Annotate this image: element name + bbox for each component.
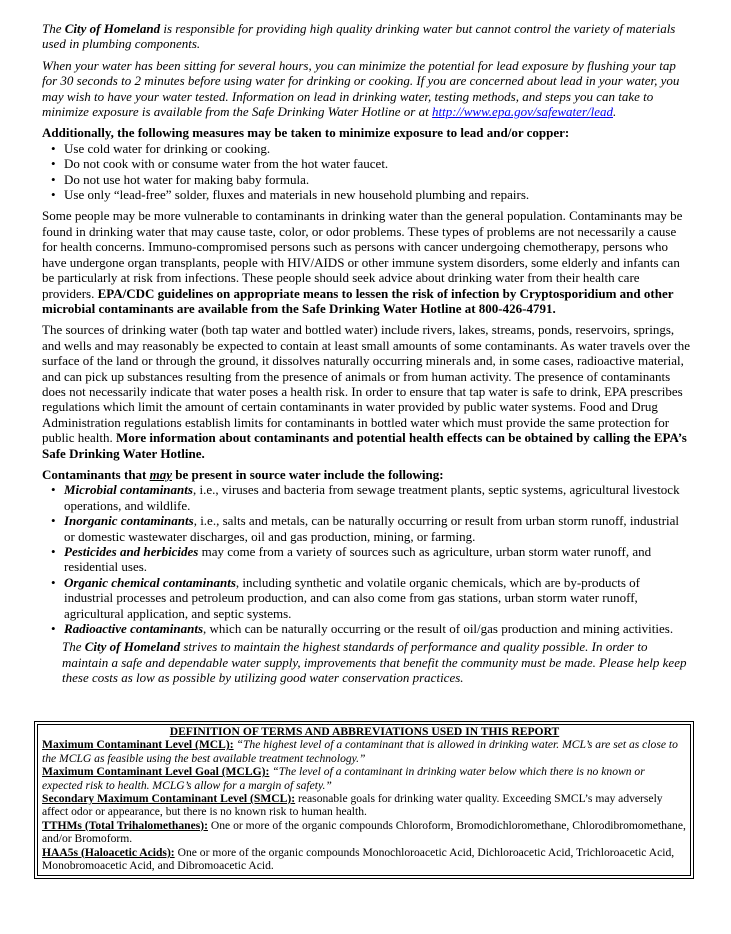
definition-mclg: [42, 765, 687, 792]
definition-mcl: [42, 738, 687, 765]
definition-term: Secondary Maximum Contaminant Level (SMCL):: [42, 792, 296, 806]
hotline-notice: EPA/CDC guidelines on appropriate means to lessen the risk of infection by Cryptosporidium and other microbial contaminants are available from the Safe Drinking Water Hotline at 800-426-4791.: [42, 285, 674, 316]
list-item: [42, 482, 690, 513]
contaminant-text: , including synthetic and volatile organic chemicals, which are by-products of industrial processes and petroleum production, and can also come from gas stations, urban storm water runoff, agricultural application, and septic systems.: [64, 574, 640, 621]
lead-info-text: When your water has been sitting for several hours, you can minimize the potential for lead exposure by flushing your tap for 30 seconds to 2 minutes before using water for drinking or cooking. If you are concerned about lead in your water, you may wish to have your water tested. Information on lead in drinking water, testing methods, and steps you can take to minimize exposure is available from the Safe Drinking Water Hotline or at: [42, 57, 680, 120]
list-item: [42, 575, 690, 621]
intro-paragraph-2: [42, 58, 690, 120]
more-info-notice: More information about contaminants and potential health effects can be obtained by calling the EPA’s Safe Drinking Water Hotline.: [42, 430, 687, 461]
bullet-icon: •: [51, 171, 56, 187]
contaminant-term: Microbial contaminants: [64, 482, 193, 498]
intro-text: is responsible for providing high quality drinking water but cannot control the variety of materials used in plumbing components.: [42, 21, 676, 52]
definitions-title: DEFINITION OF TERMS AND ABBREVIATIONS USED IN THIS REPORT: [169, 725, 560, 738]
period: .: [613, 104, 617, 120]
contaminant-term: Organic chemical contaminants: [64, 574, 236, 590]
lead-measures-heading: Additionally, the following measures may be taken to minimize exposure to lead and/or copper:: [42, 125, 570, 141]
sources-text: The sources of drinking water (both tap water and bottled water) include rivers, lakes, streams, ponds, reservoirs, springs, and wells and may reasonably be expected to contain at least small amounts of some contaminants. As water travels over the surface of the land or through the ground, it dissolves naturally occurring minerals and, in some cases, radioactive material, and can pick up substances resulting from the presence of animals or from human activity. The presence of contaminants does not necessarily indicate that water poses a health risk. In order to ensure that tap water is safe to drink, EPA prescribes regulations which limit the amount of certain contaminants in water provided by public water systems. Food and Drug Administration regulations establish limits for contaminants in bottled water which must provide the same protection for public health.: [42, 322, 691, 446]
list-item-text: Use cold water for drinking or cooking.: [64, 140, 271, 156]
closing-text: The: [62, 639, 85, 655]
definition-text: reasonable goals for drinking water quality. Exceeding SMCL’s may adversely affect odor or appearance, but there is no known risk to human health.: [42, 792, 663, 819]
list-item: [42, 544, 690, 575]
bullet-icon: •: [51, 544, 56, 559]
definition-text: One or more of the organic compounds Monochloroacetic Acid, Dichloroacetic Acid, Trichloroacetic Acid, Monobromoacetic Acid, and Dibromoacetic Acid.: [42, 845, 675, 873]
contaminants-list: [42, 482, 690, 636]
bullet-icon: •: [51, 187, 56, 203]
lead-measures-list: [42, 141, 690, 203]
definition-term: HAA5s (Haloacetic Acids):: [42, 845, 175, 859]
definition-text: “The highest level of a contaminant that is allowed in drinking water. MCL’s are set as close to the MCLG as feasible using the best available treatment technology.”: [42, 738, 678, 765]
closing-paragraph: [42, 639, 690, 685]
contaminant-term: Inorganic contaminants: [64, 513, 194, 529]
document-page: [42, 21, 690, 686]
definition-term: Maximum Contaminant Level Goal (MCLG):: [42, 765, 270, 779]
bullet-icon: •: [51, 621, 56, 637]
definition-text: One or more of the organic compounds Chloroform, Bromodichloromethane, Chlorodibromomethane, and/or Bromoform.: [42, 818, 686, 846]
list-item: [42, 141, 690, 156]
contaminant-text: , i.e., salts and metals, can be naturally occurring or result from urban storm runoff, industrial or domestic wastewater discharges, oil and gas production, mining, or farming.: [64, 513, 680, 544]
definition-smcl: [42, 792, 687, 819]
definitions-box: [34, 721, 694, 879]
bullet-icon: •: [51, 574, 56, 590]
definition-tthms: [42, 819, 687, 846]
contaminant-term: Pesticides and herbicides: [64, 544, 199, 559]
definition-text: “The level of a contaminant in drinking water below which there is no known or expected risk to health. MCLG’s allow for a margin of safety.”: [42, 765, 645, 792]
bullet-icon: •: [51, 482, 56, 498]
contaminant-text: , i.e., viruses and bacteria from sewage treatment plants, septic systems, agricultural livestock operations, and wildlife.: [64, 482, 680, 513]
intro-text: The: [42, 21, 65, 36]
vulnerable-paragraph: [42, 208, 690, 316]
contaminants-heading: [42, 467, 690, 482]
city-name: City of Homeland: [64, 21, 161, 36]
bullet-icon: •: [51, 513, 56, 529]
list-item: [42, 187, 690, 202]
may-emphasis: may: [149, 466, 173, 482]
vulnerable-text: Some people may be more vulnerable to contaminants in drinking water than the general population. Contaminants may be found in drinking water that may cause taste, color, or odor problems. These types of problems are not necessarily a cause for health concerns. Immuno-compromised persons such as persons with cancer undergoing chemotherapy, persons who have undergone organ transplants, people with HIV/AIDS or other immune system disorders, some elderly and infants can be particularly at risk from infections. These people should seek advice about drinking water from their health care providers.: [42, 208, 683, 301]
list-item-text: Do not cook with or consume water from the hot water faucet.: [64, 156, 389, 172]
intro-paragraph-1: [42, 21, 690, 52]
city-name: City of Homeland: [84, 639, 181, 655]
contaminant-term: Radioactive contaminants: [64, 621, 204, 637]
sources-paragraph: [42, 322, 690, 461]
closing-text: strives to maintain the highest standards of performance and quality possible. In order to maintain a safe and dependable water supply, improvements that benefit the community must be made. Please help keep these costs as low as possible by utilizing good water conservation practices.: [62, 639, 687, 686]
list-item: [42, 513, 690, 544]
epa-lead-link[interactable]: http://www.epa.gov/safewater/lead: [431, 104, 613, 120]
definition-term: TTHMs (Total Trihalomethanes):: [42, 818, 208, 832]
list-item: [42, 156, 690, 171]
definition-haa5s: [42, 846, 687, 873]
contaminant-text: may come from a variety of sources such as agriculture, urban storm water runoff, and residential uses.: [64, 544, 652, 575]
bullet-icon: •: [51, 156, 56, 172]
list-item-text: Do not use hot water for making baby formula.: [64, 171, 310, 187]
contaminant-text: , which can be naturally occurring or the result of oil/gas production and mining activities.: [203, 621, 674, 637]
bullet-icon: •: [51, 140, 56, 156]
list-item: [42, 172, 690, 187]
list-item: [42, 621, 690, 636]
list-item-text: Use only “lead-free” solder, fluxes and materials in new household plumbing and repairs.: [64, 187, 530, 203]
definition-term: Maximum Contaminant Level (MCL):: [42, 738, 234, 752]
heading-text: be present in source water include the following:: [172, 466, 444, 482]
heading-text: Contaminants that: [42, 466, 150, 482]
